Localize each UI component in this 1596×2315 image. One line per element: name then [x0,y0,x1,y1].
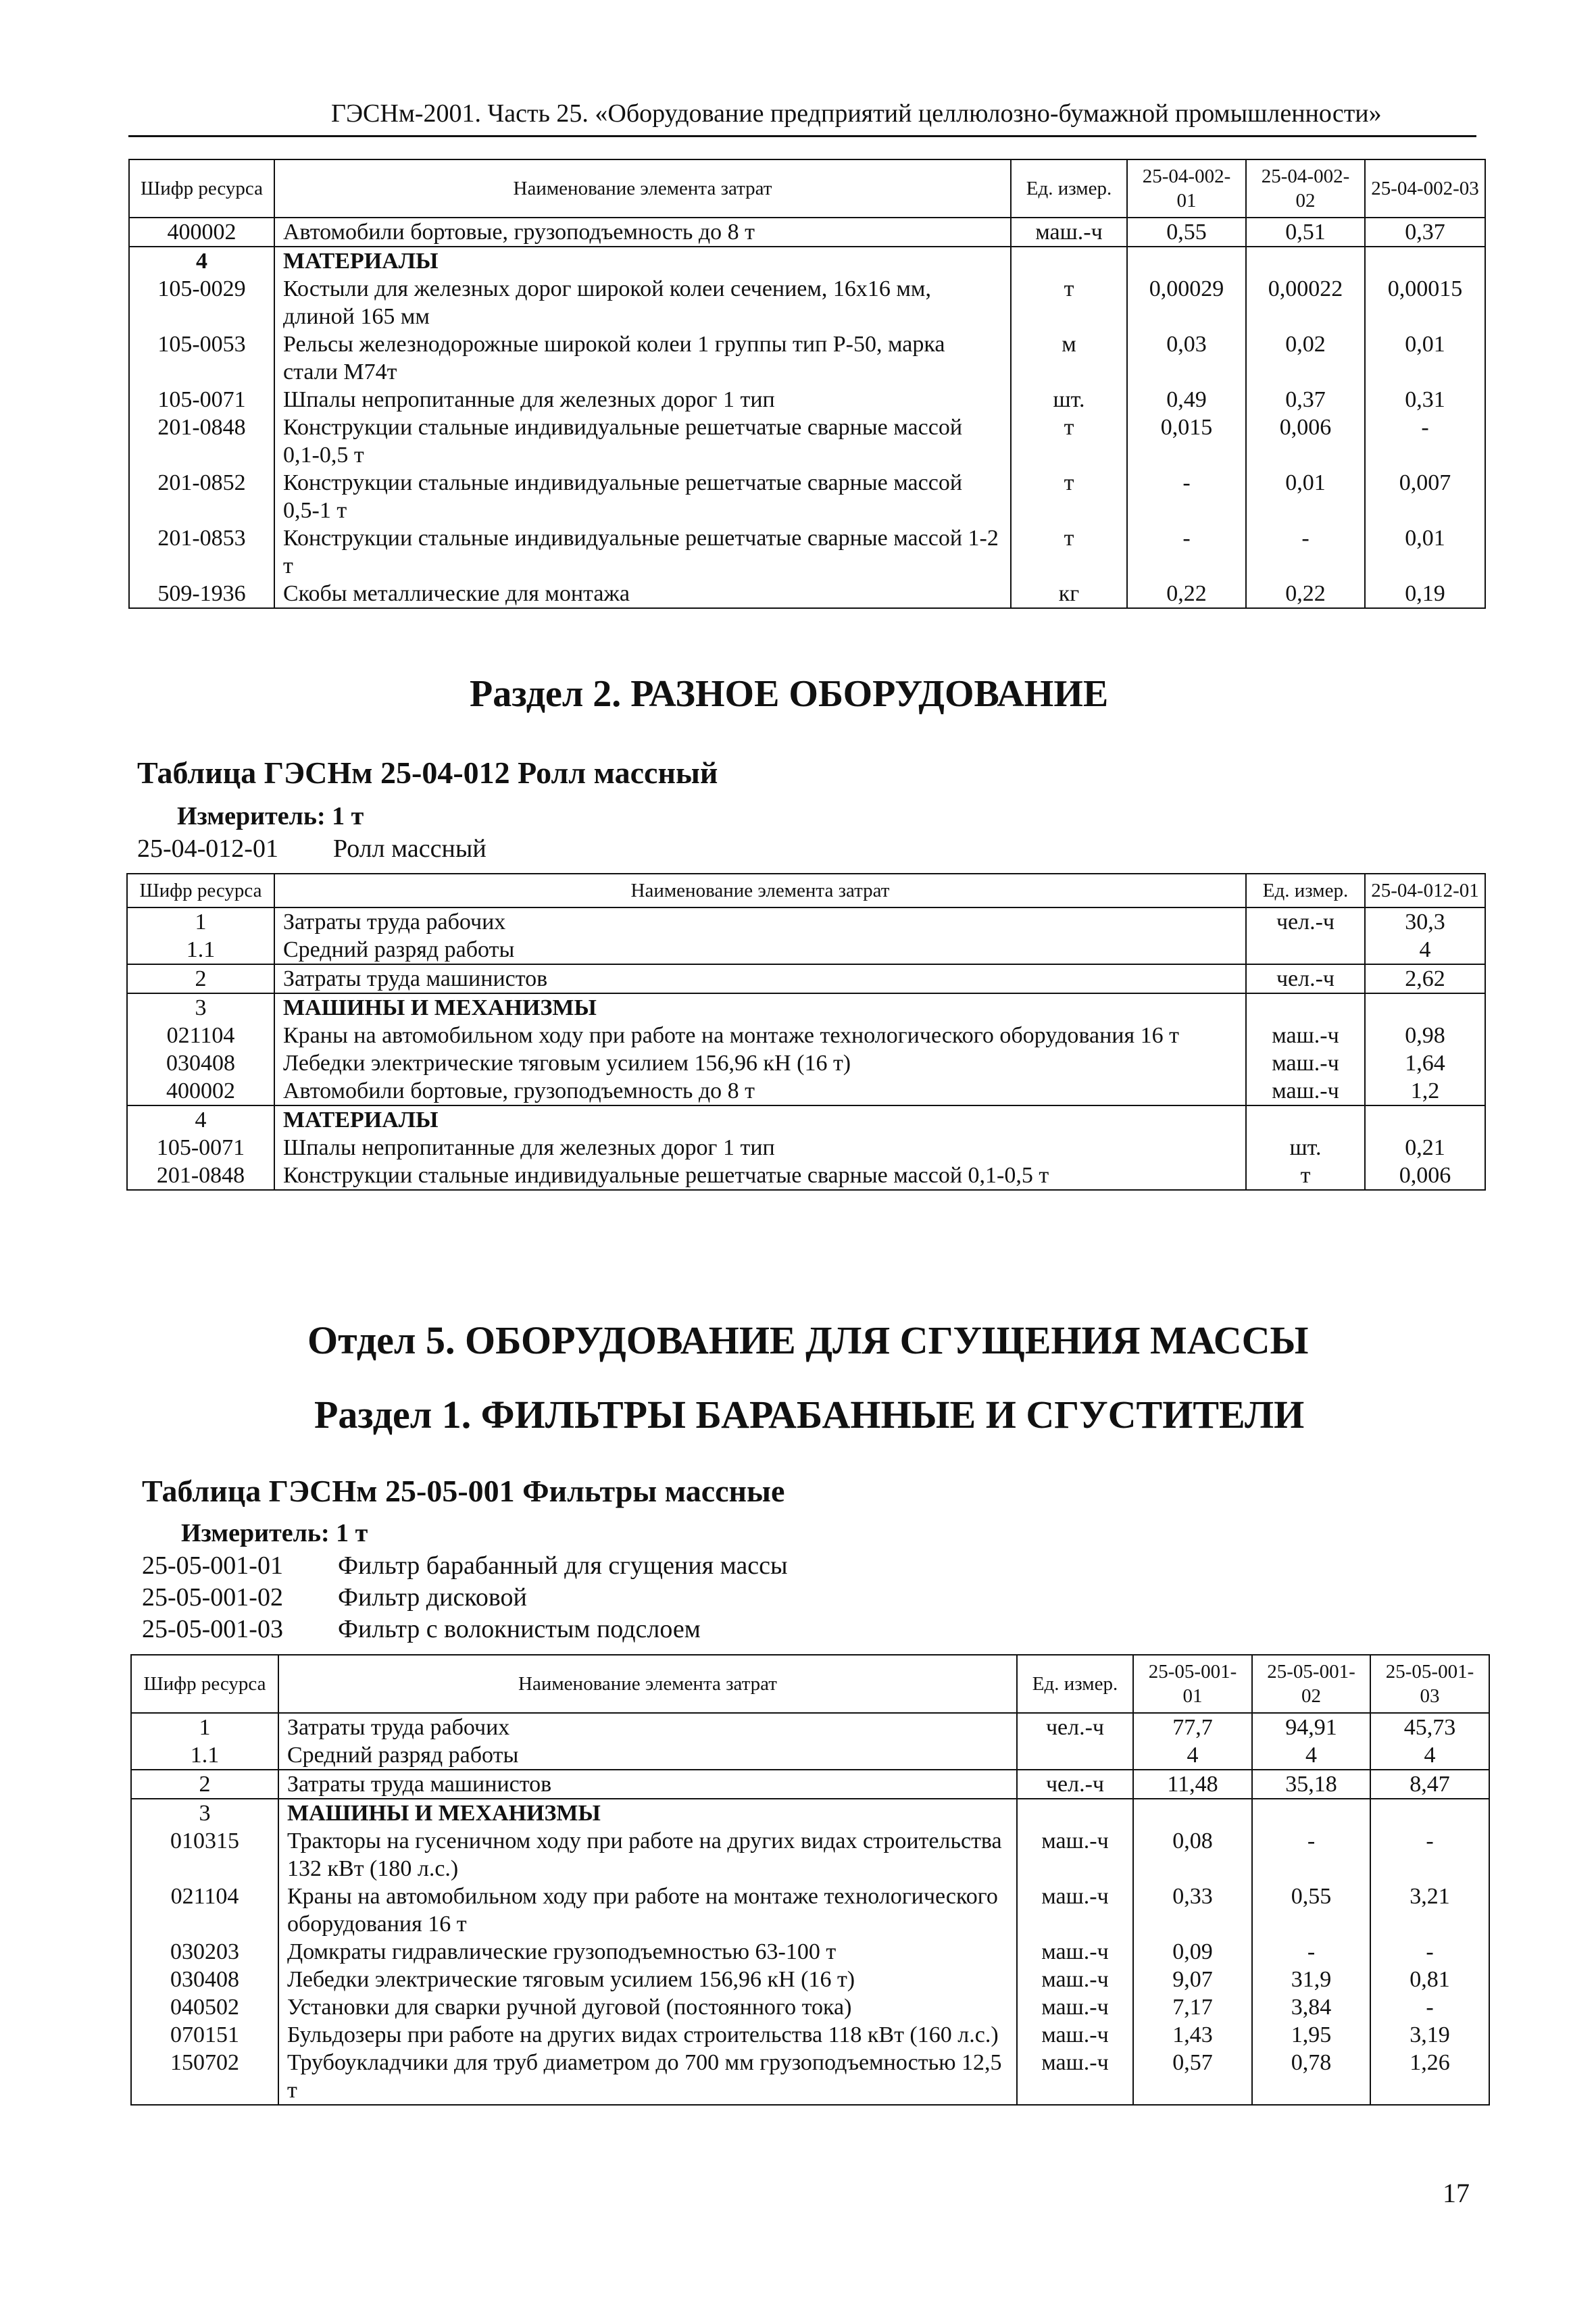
col-header-value: 25-04-002-02 [1246,159,1365,218]
value: 0,015 [1127,414,1246,469]
value: - [1127,469,1246,524]
value: 0,81 [1370,1966,1489,1993]
resource-name: Автомобили бортовые, грузоподъемность до 8 т [274,1077,1246,1105]
table-row [131,1966,1489,1993]
value: 0,22 [1246,580,1365,608]
table-row [131,1883,1489,1938]
value: 0,37 [1365,218,1485,247]
table-row [127,1022,1485,1049]
resource-name: Лебедки электрические тяговым усилием 156,96 кН (16 т) [274,1049,1246,1077]
unit: шт. [1246,1134,1365,1162]
value: 0,09 [1133,1938,1252,1966]
col-header-name: Наименование элемента затрат [274,159,1011,218]
col-header-value: 25-05-001-02 [1252,1655,1370,1713]
resource-name: Установки для сварки ручной дуговой (постоянного тока) [278,1993,1017,2021]
resource-code: 201-0848 [127,1162,274,1190]
unit: маш.-ч [1017,1966,1133,1993]
table-row [127,1049,1485,1077]
value: 0,00029 [1127,275,1246,330]
table-row [127,964,1485,993]
resource-name: Средний разряд работы [278,1741,1017,1770]
resource-name: Бульдозеры при работе на других видах строительства 118 кВт (160 л.с.) [278,2021,1017,2049]
value: 11,48 [1133,1770,1252,1799]
group-code: 3 [127,993,274,1022]
value: 0,08 [1133,1827,1252,1883]
value: 4 [1365,936,1485,964]
value: - [1370,1993,1489,2021]
resource-code: 400002 [129,218,274,247]
value: 7,17 [1133,1993,1252,2021]
table-row [129,524,1485,580]
resource-name: Конструкции стальные индивидуальные решетчатые сварные массой 0,1-0,5 т [274,1162,1246,1190]
table-row [131,1938,1489,1966]
table-row [129,469,1485,524]
col-header-code: Шифр ресурса [131,1655,278,1713]
value: 0,55 [1252,1883,1370,1938]
unit: шт. [1011,386,1127,414]
table-row [127,1134,1485,1162]
resource-code: 105-0029 [129,275,274,330]
variant-line [142,1614,701,1644]
variant-line [142,1583,527,1612]
unit: маш.-ч [1017,1827,1133,1883]
resource-code: 030203 [131,1938,278,1966]
table-row-group [131,1799,1489,1827]
value: 0,007 [1365,469,1485,524]
value: 0,02 [1246,330,1365,386]
table-body [127,907,1485,1190]
resource-name: Затраты труда рабочих [278,1713,1017,1741]
variant-code: 25-04-012-01 [137,835,278,863]
group-name: МАТЕРИАЛЫ [274,1105,1246,1134]
value: 4 [1252,1741,1370,1770]
group-code: 3 [131,1799,278,1827]
value: 77,7 [1133,1713,1252,1741]
unit: маш.-ч [1246,1022,1365,1049]
value [1127,247,1246,275]
resource-name: Домкраты гидравлические грузоподъемностью 63-100 т [278,1938,1017,1966]
unit [1017,1741,1133,1770]
resource-code: 1.1 [131,1741,278,1770]
table-row [129,580,1485,608]
section-title: Раздел 2. РАЗНОЕ ОБОРУДОВАНИЕ [470,673,1109,715]
measure-label: Измеритель: 1 т [177,802,364,830]
variant-name: Фильтр дисковой [338,1583,527,1612]
resource-name: Трубоукладчики для труб диаметром до 700 мм грузоподъемностью 12,5 т [278,2049,1017,2105]
unit [1246,993,1365,1022]
table-header-row [131,1655,1489,1713]
col-header-name: Наименование элемента затрат [274,874,1246,907]
value: - [1252,1827,1370,1883]
running-header: ГЭСНм-2001. Часть 25. «Оборудование предприятий целлюлозно-бумажной промышленности» [331,99,1382,128]
value: 8,47 [1370,1770,1489,1799]
table-row [131,1827,1489,1883]
table-row [127,1077,1485,1105]
col-header-value: 25-04-002-03 [1365,159,1485,218]
value [1252,1799,1370,1827]
resource-code: 1.1 [127,936,274,964]
value: 0,006 [1246,414,1365,469]
group-name: МАШИНЫ И МЕХАНИЗМЫ [274,993,1246,1022]
value: 2,62 [1365,964,1485,993]
value: 0,19 [1365,580,1485,608]
resource-code: 201-0852 [129,469,274,524]
value: 0,006 [1365,1162,1485,1190]
header-rule [128,135,1476,137]
resource-code: 1 [131,1713,278,1741]
table-row [131,2049,1489,2105]
resource-code: 509-1936 [129,580,274,608]
col-header-code: Шифр ресурса [129,159,274,218]
variant-code: 25-05-001-02 [142,1583,283,1612]
table-body [129,218,1485,608]
table-top [128,159,1486,609]
resource-name: Тракторы на гусеничном ходу при работе на других видах строительства 132 кВт (180 л.с.) [278,1827,1017,1883]
value: 3,84 [1252,1993,1370,2021]
variant-code: 25-05-001-01 [142,1551,283,1580]
table-row-group [129,247,1485,275]
col-header-code: Шифр ресурса [127,874,274,907]
page-number: 17 [1443,2178,1470,2208]
value: - [1127,524,1246,580]
value: 0,31 [1365,386,1485,414]
variant-name: Фильтр барабанный для сгущения массы [338,1551,788,1580]
table-row [127,936,1485,964]
resource-name: Конструкции стальные индивидуальные решетчатые сварные массой 1-2 т [274,524,1011,580]
table-25-04-012 [126,873,1486,1191]
value: - [1365,414,1485,469]
unit: чел.-ч [1246,907,1365,936]
col-header-unit: Ед. измер. [1017,1655,1133,1713]
variant-name: Ролл массный [333,835,487,863]
table-title: Таблица ГЭСНм 25-05-001 Фильтры массные [142,1474,785,1508]
table-25-05-001 [130,1654,1490,2106]
resource-code: 030408 [127,1049,274,1077]
resource-code: 201-0848 [129,414,274,469]
resource-code: 021104 [131,1883,278,1938]
value: 4 [1133,1741,1252,1770]
resource-name: Краны на автомобильном ходу при работе на монтаже технологического оборудования 16 т [274,1022,1246,1049]
table-row [129,330,1485,386]
value: 1,64 [1365,1049,1485,1077]
value: 1,43 [1133,2021,1252,2049]
value: 94,91 [1252,1713,1370,1741]
unit: т [1011,469,1127,524]
unit: маш.-ч [1017,1883,1133,1938]
variant-code: 25-05-001-03 [142,1615,283,1643]
variant-line [142,1551,788,1580]
value: 45,73 [1370,1713,1489,1741]
resource-code: 010315 [131,1827,278,1883]
col-header-value: 25-04-002-01 [1127,159,1246,218]
col-header-value: 25-05-001-03 [1370,1655,1489,1713]
value: 0,98 [1365,1022,1485,1049]
value: - [1246,524,1365,580]
group-code: 4 [129,247,274,275]
value: 0,22 [1127,580,1246,608]
col-header-value: 25-04-012-01 [1365,874,1485,907]
table-body [131,1713,1489,2105]
value: 0,78 [1252,2049,1370,2105]
value [1370,1799,1489,1827]
table-row-group [127,993,1485,1022]
section-title: Раздел 1. ФИЛЬТРЫ БАРАБАННЫЕ И СГУСТИТЕЛИ [314,1393,1305,1437]
group-name: МАШИНЫ И МЕХАНИЗМЫ [278,1799,1017,1827]
resource-code: 2 [131,1770,278,1799]
group-name: МАТЕРИАЛЫ [274,247,1011,275]
resource-code: 1 [127,907,274,936]
resource-code: 105-0053 [129,330,274,386]
value: 0,00022 [1246,275,1365,330]
value [1365,1105,1485,1134]
unit [1246,1105,1365,1134]
resource-name: Затраты труда машинистов [274,964,1246,993]
table-row [129,414,1485,469]
unit [1246,936,1365,964]
value: 0,55 [1127,218,1246,247]
resource-name: Конструкции стальные индивидуальные решетчатые сварные массой 0,1-0,5 т [274,414,1011,469]
value: 1,2 [1365,1077,1485,1105]
unit: маш.-ч [1246,1077,1365,1105]
unit: чел.-ч [1017,1713,1133,1741]
resource-name: Рельсы железнодорожные широкой колеи 1 группы тип Р-50, марка стали М74т [274,330,1011,386]
table-row [131,1713,1489,1741]
resource-code: 201-0853 [129,524,274,580]
value [1365,993,1485,1022]
table-row [127,1162,1485,1190]
unit: м [1011,330,1127,386]
group-code: 4 [127,1105,274,1134]
value: 31,9 [1252,1966,1370,1993]
resource-name: Краны на автомобильном ходу при работе на монтаже технологического оборудования 16 т [278,1883,1017,1938]
resource-code: 030408 [131,1966,278,1993]
resource-name: Шпалы непропитанные для железных дорог 1 тип [274,1134,1246,1162]
resource-code: 105-0071 [129,386,274,414]
unit: т [1246,1162,1365,1190]
unit: маш.-ч [1017,2049,1133,2105]
value: 3,21 [1370,1883,1489,1938]
value [1246,247,1365,275]
unit: т [1011,275,1127,330]
unit [1011,247,1127,275]
value: - [1370,1827,1489,1883]
value: - [1252,1938,1370,1966]
value: 0,01 [1365,330,1485,386]
value: 0,33 [1133,1883,1252,1938]
table-row [129,275,1485,330]
value: 0,01 [1246,469,1365,524]
value: 0,57 [1133,2049,1252,2105]
value: 0,01 [1365,524,1485,580]
resource-code: 070151 [131,2021,278,2049]
unit: маш.-ч [1017,1993,1133,2021]
resource-code: 2 [127,964,274,993]
resource-name: Автомобили бортовые, грузоподъемность до 8 т [274,218,1011,247]
table-row-group [127,1105,1485,1134]
variant-name: Фильтр с волокнистым подслоем [338,1615,701,1643]
variant-line [137,834,487,864]
table-row [131,1770,1489,1799]
resource-name: Конструкции стальные индивидуальные решетчатые сварные массой 0,5-1 т [274,469,1011,524]
value: 35,18 [1252,1770,1370,1799]
col-header-unit: Ед. измер. [1246,874,1365,907]
col-header-value: 25-05-001-01 [1133,1655,1252,1713]
value: - [1370,1938,1489,1966]
unit: маш.-ч [1017,1938,1133,1966]
table-row [131,1993,1489,2021]
value: 4 [1370,1741,1489,1770]
unit: маш.-ч [1011,218,1127,247]
unit: маш.-ч [1246,1049,1365,1077]
resource-name: Лебедки электрические тяговым усилием 156,96 кН (16 т) [278,1966,1017,1993]
table-header-row [127,874,1485,907]
resource-name: Средний разряд работы [274,936,1246,964]
table-row [131,2021,1489,2049]
table-row [127,907,1485,936]
measure-label: Измеритель: 1 т [181,1519,368,1547]
resource-name: Затраты труда рабочих [274,907,1246,936]
value: 1,95 [1252,2021,1370,2049]
resource-name: Костыли для железных дорог широкой колеи сечением, 16х16 мм, длиной 165 мм [274,275,1011,330]
resource-code: 040502 [131,1993,278,2021]
unit: маш.-ч [1017,2021,1133,2049]
value: 0,00015 [1365,275,1485,330]
unit: т [1011,524,1127,580]
value: 0,51 [1246,218,1365,247]
table-row [129,218,1485,247]
col-header-unit: Ед. измер. [1011,159,1127,218]
unit: кг [1011,580,1127,608]
value [1365,247,1485,275]
unit: т [1011,414,1127,469]
resource-code: 150702 [131,2049,278,2105]
resource-code: 105-0071 [127,1134,274,1162]
value: 0,49 [1127,386,1246,414]
unit: чел.-ч [1246,964,1365,993]
resource-name: Затраты труда машинистов [278,1770,1017,1799]
department-title: Отдел 5. ОБОРУДОВАНИЕ ДЛЯ СГУЩЕНИЯ МАССЫ [307,1318,1309,1362]
value: 0,37 [1246,386,1365,414]
table-title: Таблица ГЭСНм 25-04-012 Ролл массный [137,755,718,790]
value: 9,07 [1133,1966,1252,1993]
unit: чел.-ч [1017,1770,1133,1799]
value: 0,21 [1365,1134,1485,1162]
resource-name: Шпалы непропитанные для железных дорог 1 тип [274,386,1011,414]
resource-code: 021104 [127,1022,274,1049]
table-header-row [129,159,1485,218]
table-row [131,1741,1489,1770]
unit [1017,1799,1133,1827]
value: 0,03 [1127,330,1246,386]
resource-name: Скобы металлические для монтажа [274,580,1011,608]
col-header-name: Наименование элемента затрат [278,1655,1017,1713]
value [1133,1799,1252,1827]
value: 1,26 [1370,2049,1489,2105]
table-row [129,386,1485,414]
value: 30,3 [1365,907,1485,936]
value: 3,19 [1370,2021,1489,2049]
resource-code: 400002 [127,1077,274,1105]
